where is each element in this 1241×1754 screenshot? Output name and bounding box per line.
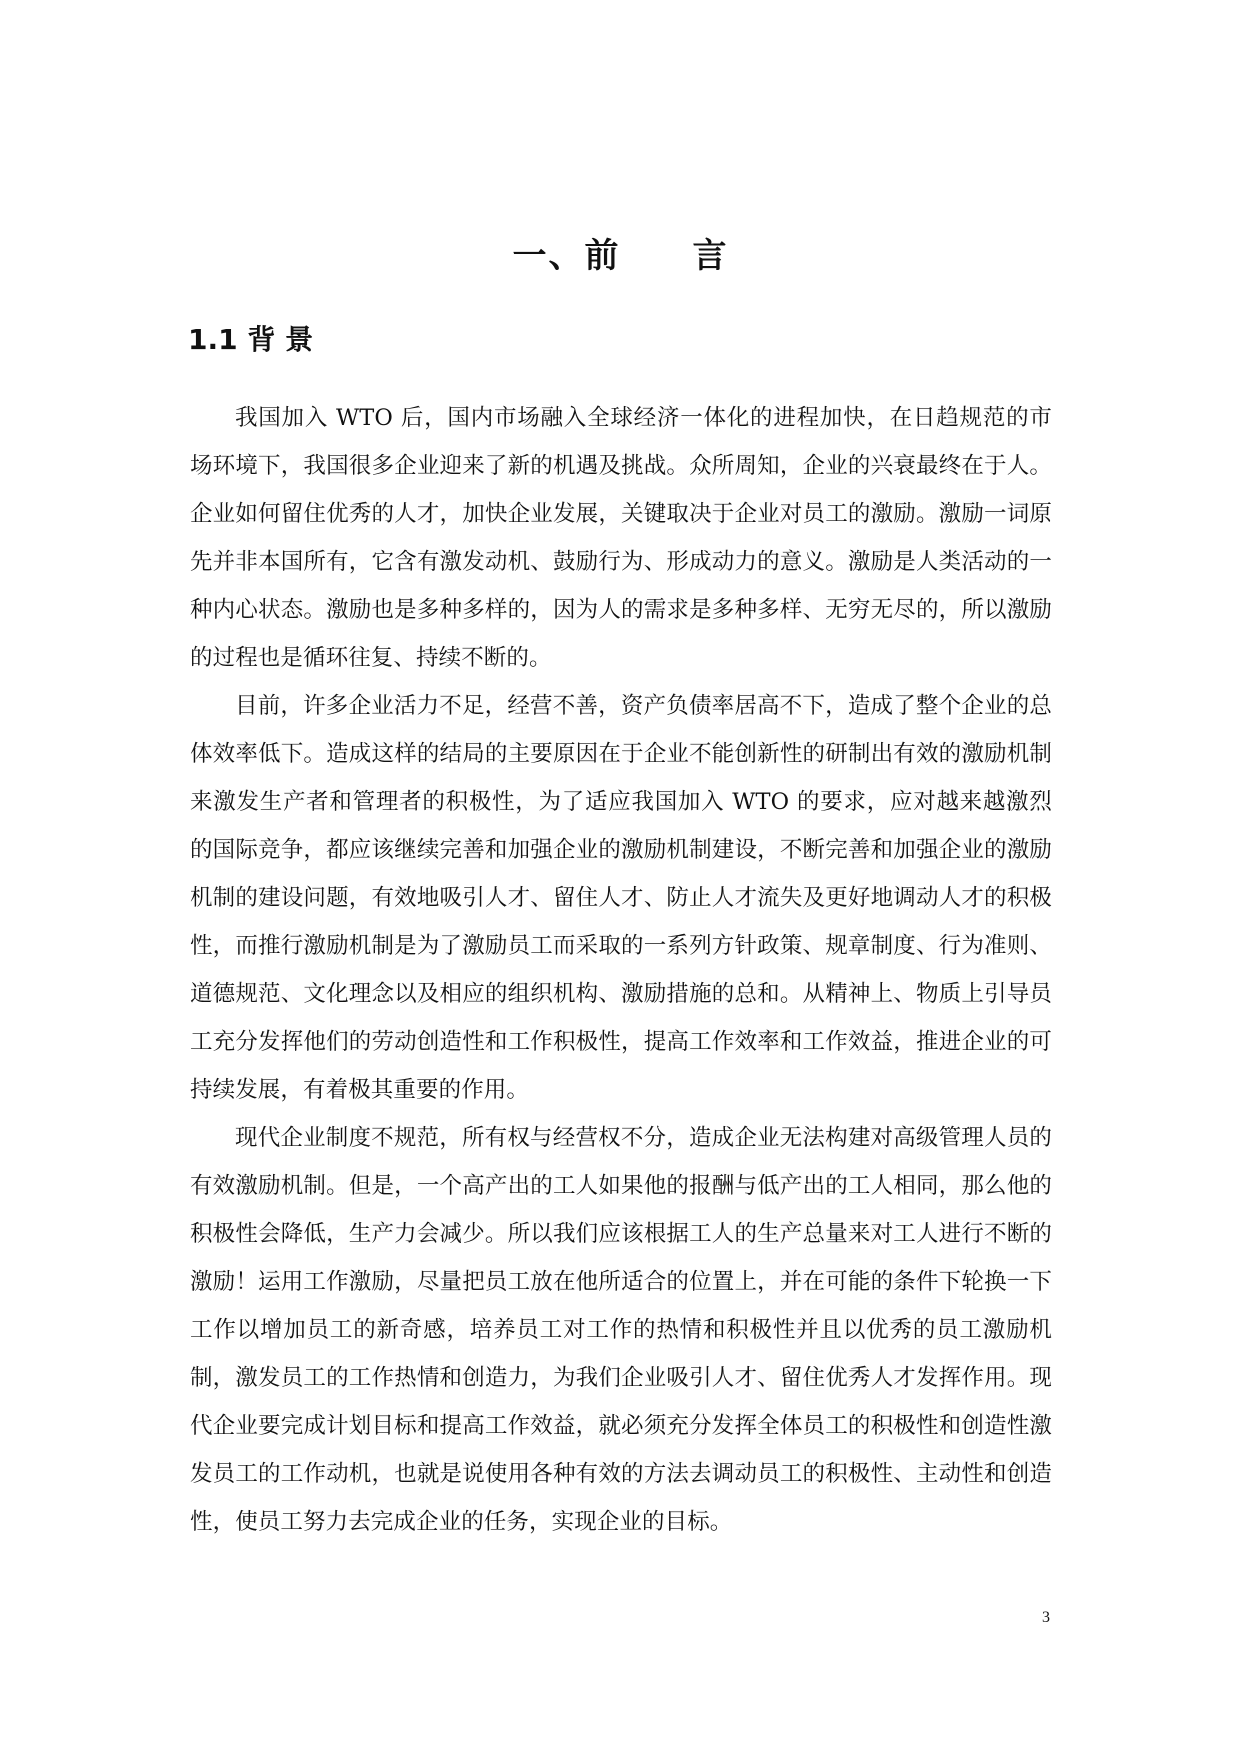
chapter-title: 一、前 言 <box>512 236 729 276</box>
page-number: 3 <box>1042 1609 1050 1626</box>
section-title: 1.1 背 景 <box>188 323 314 356</box>
paragraph-modern-enterprise: 现代企业制度不规范，所有权与经营权不分，造成企业无法构建对高级管理人员的有效激励机制。但是，一个高产出的工人如果他的报酬与低产出的工人相同，那么他的积极性会降低，生产力会减少。所以我们应该根据工人的生产总量来对工人进行不断的激励！运用工作激励，尽量把员工放在他所适合的位置上，并在可能的条件下轮换一下工作以增加员工的新奇感，培养员工对工作的热情和积极性并且以优秀的员工激励机制，激发员工的工作热情和创造力，为我们企业吸引人才、留住优秀人才发挥作用。现代企业要完成计划目标和提高工作效益，就必须充分发挥全体员工的积极性和创造性激发员工的工作动机，也就是说使用各种有效的方法去调动员工的积极性、主动性和创造性，使员工努力去完成企业的任务，实现企业的目标。 <box>190 1125 1052 1535</box>
paragraph-current-situation: 目前，许多企业活力不足，经营不善，资产负债率居高不下，造成了整个企业的总体效率低下。造成这样的结局的主要原因在于企业不能创新性的研制出有效的激励机制来激发生产者和管理者的积极性，为了适应我国加入 WTO 的要求，应对越来越激烈的国际竞争，都应该继续完善和加强企业的激励机制建设，不断完善和加强企业的激励机制的建设问题，有效地吸引人才、留住人才、防止人才流失及更好地调动人才的积极性，而推行激励机制是为了激励员工而采取的一系列方针政策、规章制度、行为准则、道德规范、文化理念以及相应的组织机构、激励措施的总和。从精神上、物质上引导员工充分发挥他们的劳动创造性和工作积极性，提高工作效率和工作效益，推进企业的可持续发展，有着极其重要的作用。 <box>190 693 1052 1103</box>
paragraph-background: 我国加入 WTO 后，国内市场融入全球经济一体化的进程加快，在日趋规范的市场环境下，我国很多企业迎来了新的机遇及挑战。众所周知，企业的兴衰最终在于人。企业如何留住优秀的人才，加快企业发展，关键取决于企业对员工的激励。激励一词原先并非本国所有，它含有激发动机、鼓励行为、形成动力的意义。激励是人类活动的一种内心状态。激励也是多种多样的，因为人的需求是多种多样、无穷无尽的，所以激励的过程也是循环往复、持续不断的。 <box>190 405 1052 671</box>
body-text <box>190 394 1052 1546</box>
